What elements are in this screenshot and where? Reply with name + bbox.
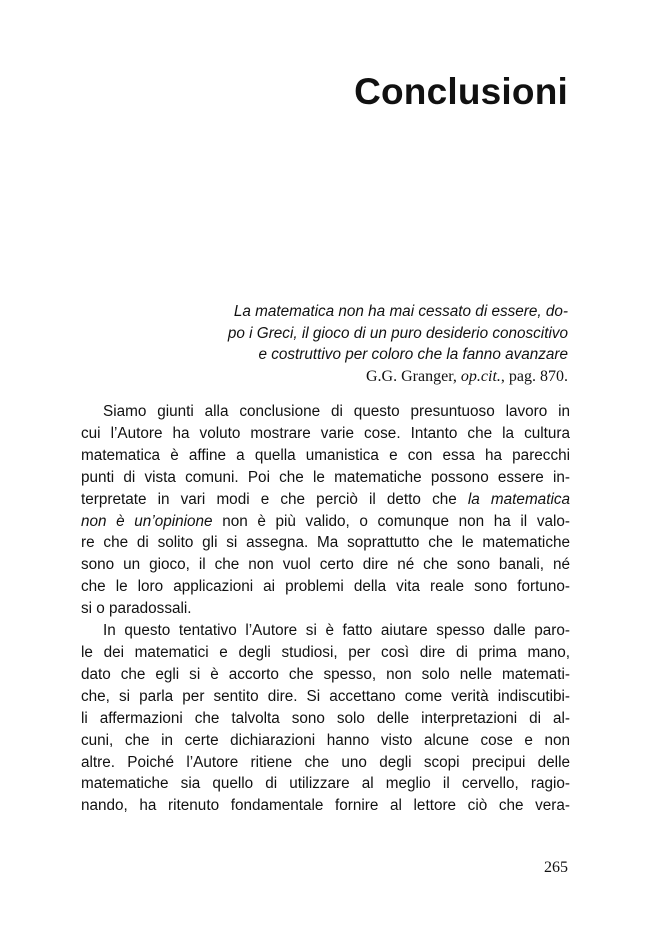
paragraph-line: altre. Poiché l’Autore ritiene che uno degli scopi precipui delle <box>81 753 570 771</box>
paragraph-line: sono un gioco, il che non vuol certo dire né che sono banali, né <box>81 556 570 574</box>
epigraph-attribution <box>188 366 568 388</box>
body-text <box>81 401 570 817</box>
paragraph-line: matematiche sia quello di utilizzare al meglio il cervello, ragio- <box>81 775 570 793</box>
paragraph-line: re che di solito gli si assegna. Ma soprattutto che le matematiche <box>81 534 570 552</box>
paragraph-line: cuni, che in certe dichiarazioni hanno visto alcune cose e non <box>81 731 570 749</box>
emphasis-text: non è un’opinione <box>81 512 213 530</box>
paragraph-line: le dei matematici e degli studiosi, per così dire di prima mano, <box>81 643 570 661</box>
paragraph-line: matematica è affine a quella umanistica e con essa ha parecchi <box>81 446 570 464</box>
line-text: non è più valido, o comunque non ha il valo- <box>212 512 570 530</box>
epigraph-line: La matematica non ha mai cessato di essere, do- <box>233 303 568 320</box>
paragraph-line: nando, ha ritenuto fondamentale fornire al lettore ciò che vera- <box>81 797 570 815</box>
paragraph-line: che le loro applicazioni ai problemi della vita reale sono fortuno- <box>81 578 570 596</box>
attribution-work: op.cit. <box>460 367 501 385</box>
emphasis-text: la matematica <box>467 490 570 508</box>
paragraph-line: si o paradossali. <box>81 600 192 618</box>
paragraph-line: li affermazioni che talvolta sono solo delle interpretazioni di al- <box>81 709 570 727</box>
epigraph-line: po i Greci, il gioco di un puro desiderio conoscitivo <box>227 324 568 342</box>
paragraph-line <box>81 511 570 533</box>
chapter-title: Conclusioni <box>354 71 568 112</box>
paragraph-line: cui l’Autore ha voluto mostrare varie cose. Intanto che la cultura <box>81 424 570 442</box>
attribution-page: , pag. 870. <box>500 367 568 385</box>
attribution-author: G.G. Granger, <box>366 367 461 385</box>
line-text: terpretate in vari modi e che perciò il detto che <box>81 490 468 508</box>
paragraph-line: In questo tentativo l’Autore si è fatto aiutare spesso dalle paro- <box>103 622 570 640</box>
paragraph-line: punti di vista comuni. Poi che le matematiche possono essere in- <box>81 468 570 486</box>
page-number: 265 <box>544 859 568 876</box>
paragraph-line: che, si parla per sentito dire. Si accettano come verità indiscutibi- <box>81 687 570 705</box>
epigraph <box>188 301 568 387</box>
paragraph-line: dato che egli si è accorto che spesso, non solo nelle matemati- <box>81 665 570 683</box>
paragraph-line: Siamo giunti alla conclusione di questo presuntuoso lavoro in <box>103 403 570 420</box>
paragraph-line <box>81 489 570 511</box>
epigraph-line: e costruttivo per coloro che la fanno avanzare <box>258 346 568 363</box>
